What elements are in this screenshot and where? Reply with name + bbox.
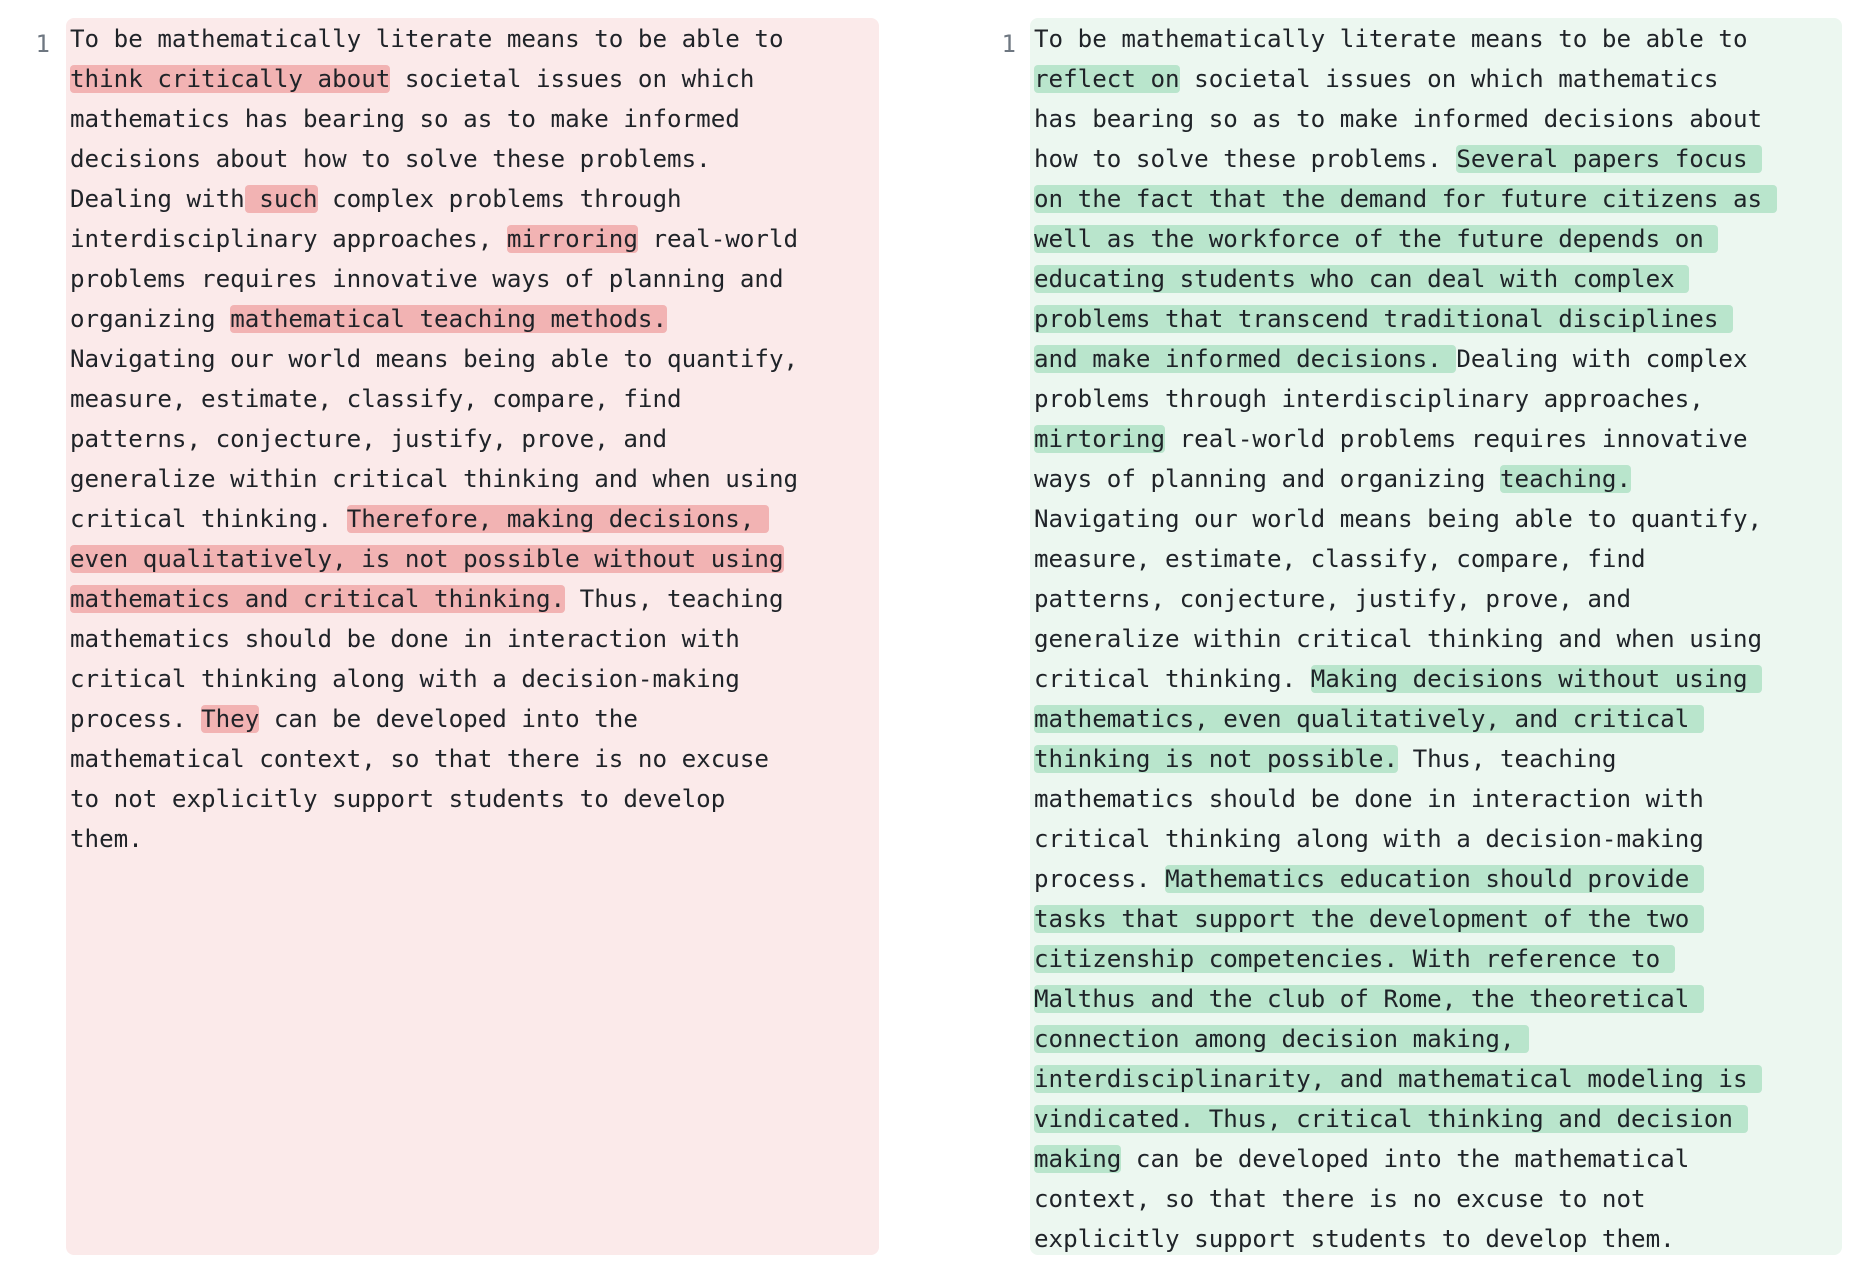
text-line (70, 819, 798, 859)
unchanged-text: critical thinking along with a decision-making (1034, 825, 1704, 853)
deleted-text: Therefore, making decisions, (346, 505, 769, 533)
unchanged-text: critical thinking along with a decision-making (70, 665, 740, 693)
text-line (70, 779, 798, 819)
unchanged-text: process. (1034, 865, 1166, 893)
text-line (70, 459, 798, 499)
unchanged-text: them. (70, 825, 143, 853)
text-line (1034, 99, 1777, 139)
unchanged-text: interdisciplinary approaches, (70, 225, 507, 253)
deleted-text: such (244, 185, 318, 213)
added-text: Several papers focus (1456, 145, 1763, 173)
unchanged-text: patterns, conjecture, justify, prove, and (70, 425, 668, 453)
text-line (70, 619, 798, 659)
text-line (70, 419, 798, 459)
added-text: making (1034, 1145, 1122, 1173)
text-line (1034, 1219, 1777, 1259)
added-text: vindicated. Thus, critical thinking and decision (1034, 1105, 1748, 1133)
unchanged-text: complex problems through (317, 185, 682, 213)
text-line (1034, 1099, 1777, 1139)
text-line (70, 659, 798, 699)
text-line (1034, 1139, 1777, 1179)
added-text: Making decisions without using (1310, 665, 1763, 693)
unchanged-text: Dealing with (70, 185, 245, 213)
text-line (70, 699, 798, 739)
text-line (1034, 1059, 1777, 1099)
unchanged-text: Navigating our world means being able to quantify, (1034, 505, 1763, 533)
text-line (1034, 1179, 1777, 1219)
text-line (70, 539, 798, 579)
line-number: 1 (35, 30, 50, 58)
unchanged-text: organizing (70, 305, 231, 333)
unchanged-text: problems requires innovative ways of planning and (70, 265, 784, 293)
deleted-text: mirroring (506, 225, 638, 253)
unchanged-text: Thus, teaching (1398, 745, 1617, 773)
text-line (1034, 819, 1777, 859)
text-line (1034, 179, 1777, 219)
unchanged-text: can be developed into the (259, 705, 638, 733)
text-line (70, 499, 798, 539)
unchanged-text: to not explicitly support students to develop (70, 785, 726, 813)
unchanged-text: decisions about how to solve these problems. (70, 145, 711, 173)
text-line (70, 339, 798, 379)
unchanged-text: To be mathematically literate means to be able to (70, 25, 784, 53)
text-line (70, 99, 798, 139)
unchanged-text: how to solve these problems. (1034, 145, 1457, 173)
unchanged-text: societal issues on which mathematics (1179, 65, 1719, 93)
text-line (1034, 59, 1777, 99)
added-text: educating students who can deal with complex (1034, 265, 1690, 293)
text-line (70, 379, 798, 419)
unchanged-text: critical thinking. (70, 505, 347, 533)
text-line (70, 139, 798, 179)
deleted-text: even qualitatively, is not possible without using (70, 545, 784, 573)
unchanged-text: problems through interdisciplinary approaches, (1034, 385, 1704, 413)
text-line (1034, 739, 1777, 779)
unchanged-text: can be developed into the mathematical (1121, 1145, 1690, 1173)
text-line (1034, 939, 1777, 979)
unchanged-text: real-world (637, 225, 799, 253)
unchanged-text: mathematics should be done in interaction with (1034, 785, 1704, 813)
unchanged-text: Dealing with complex (1456, 345, 1748, 373)
text-line (1034, 459, 1777, 499)
text-line (1034, 1019, 1777, 1059)
text-line (70, 59, 798, 99)
unchanged-text: mathematical context, so that there is no excuse (70, 745, 769, 773)
added-text: well as the workforce of the future depends on (1034, 225, 1719, 253)
text-line (70, 259, 798, 299)
text-line (1034, 619, 1777, 659)
line-number: 1 (1001, 30, 1016, 58)
unchanged-text: mathematics should be done in interaction with (70, 625, 740, 653)
text-line (1034, 19, 1777, 59)
text-line (1034, 859, 1777, 899)
unchanged-text: context, so that there is no excuse to not (1034, 1185, 1646, 1213)
added-text: mathematics, even qualitatively, and critical (1034, 705, 1704, 733)
deleted-text: mathematical teaching methods. (230, 305, 668, 333)
added-text: thinking is not possible. (1034, 745, 1399, 773)
unchanged-text: measure, estimate, classify, compare, find (1034, 545, 1646, 573)
text-line (70, 179, 798, 219)
text-line (1034, 419, 1777, 459)
deleted-text: mathematics and critical thinking. (70, 585, 566, 613)
text-line (1034, 539, 1777, 579)
unchanged-text: patterns, conjecture, justify, prove, and (1034, 585, 1632, 613)
unchanged-text: societal issues on which (390, 65, 755, 93)
text-line (1034, 379, 1777, 419)
unchanged-text: measure, estimate, classify, compare, find (70, 385, 682, 413)
unchanged-text: generalize within critical thinking and when using (1034, 625, 1763, 653)
unchanged-text: critical thinking. (1034, 665, 1311, 693)
text-line (1034, 139, 1777, 179)
added-text: Mathematics education should provide (1165, 865, 1704, 893)
text-line (1034, 259, 1777, 299)
added-text: Malthus and the club of Rome, the theoretical (1034, 985, 1704, 1013)
added-text: interdisciplinarity, and mathematical modeling is (1034, 1065, 1763, 1093)
text-line (1034, 979, 1777, 1019)
text-line (70, 19, 798, 59)
added-text: citizenship competencies. With reference to (1034, 945, 1675, 973)
text-line (1034, 219, 1777, 259)
added-text: teaching. (1500, 465, 1632, 493)
added-text: connection among decision making, (1034, 1025, 1530, 1053)
unchanged-text: To be mathematically literate means to be able to (1034, 25, 1748, 53)
text-line (70, 739, 798, 779)
text-line (70, 579, 798, 619)
unchanged-text: generalize within critical thinking and when using (70, 465, 799, 493)
unchanged-text: process. (70, 705, 202, 733)
text-line (1034, 579, 1777, 619)
text-line (70, 219, 798, 259)
text-line (1034, 899, 1777, 939)
added-text: and make informed decisions. (1034, 345, 1457, 373)
deleted-text: think critically about (70, 65, 391, 93)
unchanged-text: mathematics has bearing so as to make informed (70, 105, 740, 133)
text-line (1034, 499, 1777, 539)
deleted-text: They (201, 705, 260, 733)
text-line (70, 299, 798, 339)
unchanged-text: ways of planning and organizing (1034, 465, 1500, 493)
unchanged-text: has bearing so as to make informed decisions about (1034, 105, 1763, 133)
added-text: mirtoring (1034, 425, 1166, 453)
added-text: reflect on (1034, 65, 1180, 93)
added-text: problems that transcend traditional disciplines (1034, 305, 1733, 333)
added-text: on the fact that the demand for future citizens as (1034, 185, 1777, 213)
text-line (1034, 299, 1777, 339)
added-text: tasks that support the development of the two (1034, 905, 1704, 933)
unchanged-text: explicitly support students to develop them. (1034, 1225, 1675, 1253)
text-line (1034, 699, 1777, 739)
revised-text (1034, 19, 1777, 1259)
unchanged-text: real-world problems requires innovative (1165, 425, 1748, 453)
unchanged-text: Navigating our world means being able to quantify, (70, 345, 799, 373)
text-line (1034, 659, 1777, 699)
original-text (70, 19, 798, 859)
text-line (1034, 339, 1777, 379)
text-line (1034, 779, 1777, 819)
unchanged-text: Thus, teaching (565, 585, 784, 613)
